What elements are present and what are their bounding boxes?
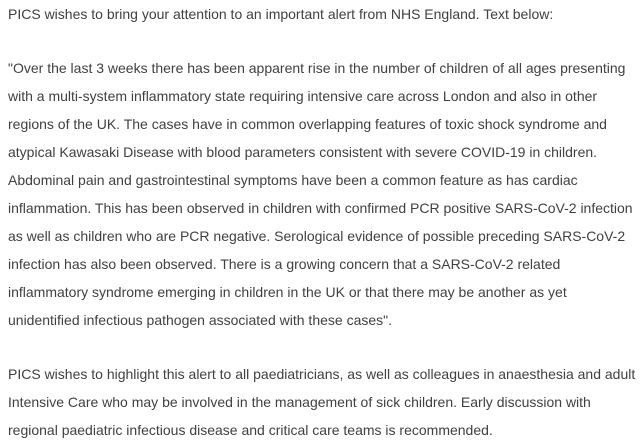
nhs-alert-quote-paragraph: "Over the last 3 weeks there has been apparent rise in the number of children of all ages presenting with a multi-system inflammatory state requiring intensive care across London and also in other regions of the UK. The cases have in common overlapping features of toxic shock syndrome and atypical Kawasaki Disease with blood parameters consistent with severe COVID-19 in children. Abdominal pain and gastrointestinal symptoms have been a common feature as has cardiac inflammation. This has been observed in children with confirmed PCR positive SARS-CoV-2 infection as well as children who are PCR negative. Serological evidence of possible preceding SARS-CoV-2 infection has also been observed. There is a growing concern that a SARS-CoV-2 related inflammatory syndrome emerging in children in the UK or that there may be another as yet unidentified infectious pathogen associated with these cases".	[8, 60, 633, 328]
closing-paragraph: PICS wishes to highlight this alert to all paediatricians, as well as colleagues in anaesthesia and adult Intensive Care who may be involved in the management of sick children. Early discussion with regional paediatric infectious disease and critical care teams is recommended.	[8, 366, 636, 438]
intro-paragraph: PICS wishes to bring your attention to an important alert from NHS England. Text below:	[8, 6, 554, 22]
